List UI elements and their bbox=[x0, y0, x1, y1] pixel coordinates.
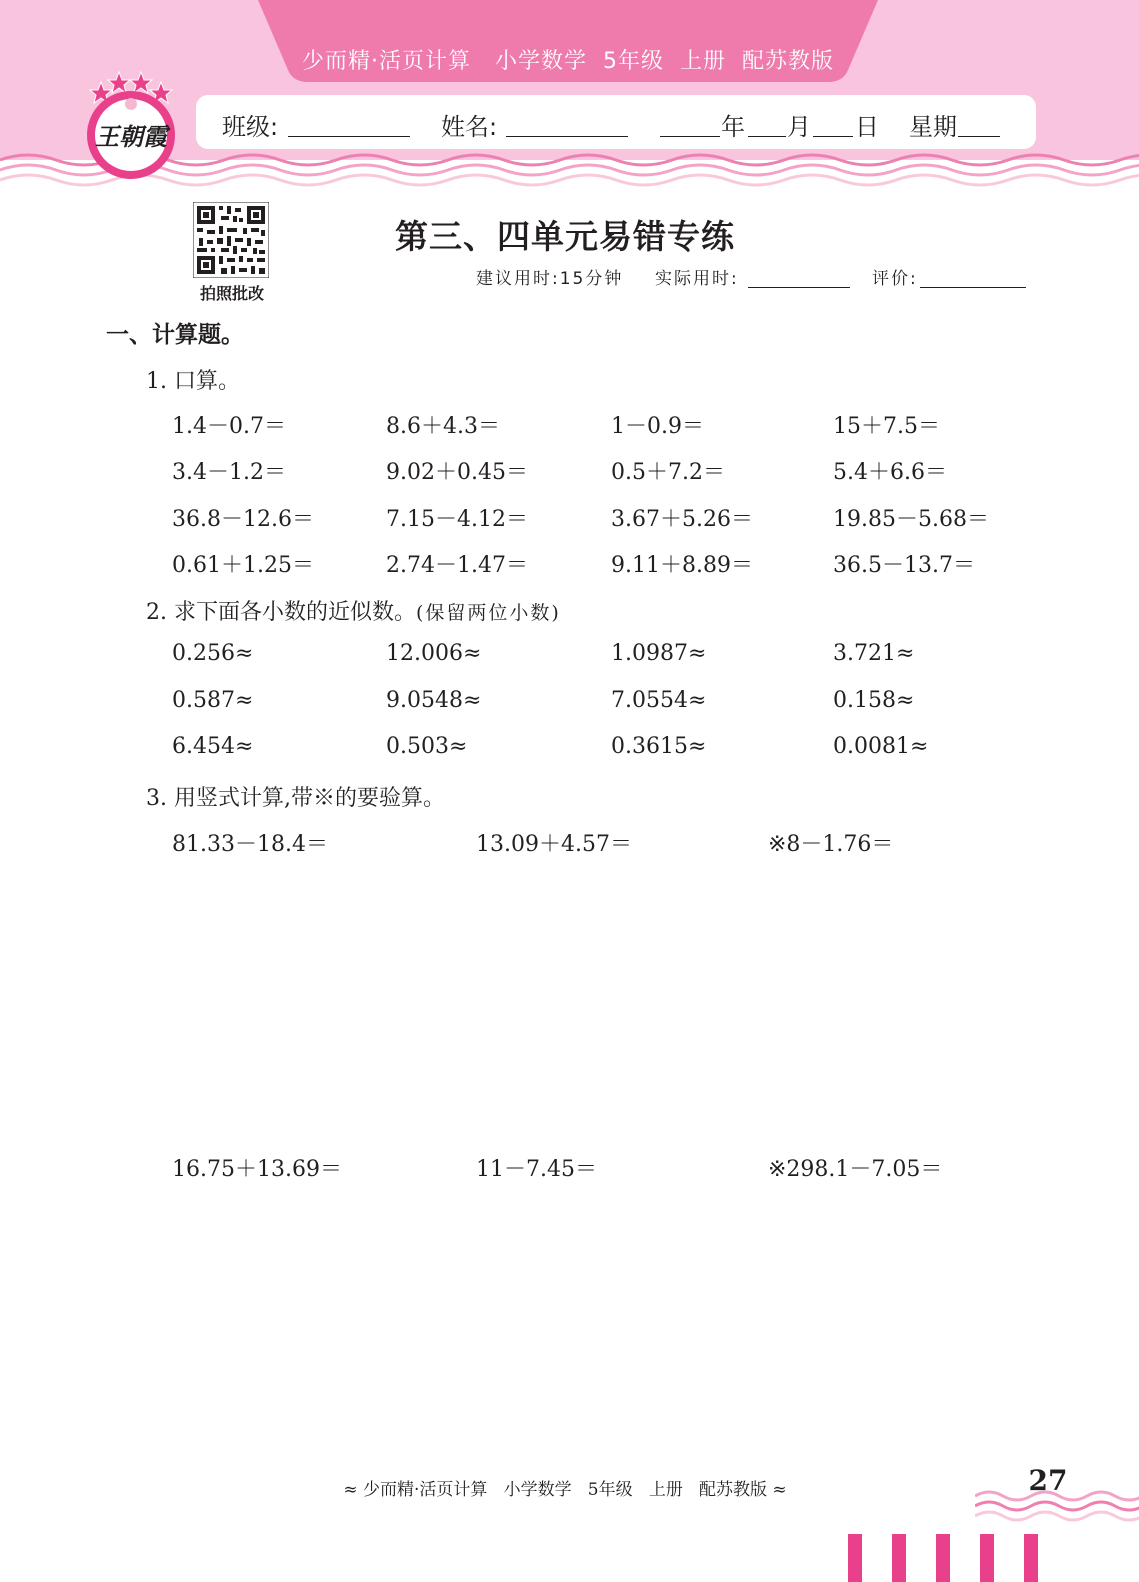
problem: 3.4－1.2＝ bbox=[172, 460, 286, 485]
qr-caption: 拍照批改 bbox=[199, 284, 264, 303]
actual-time-label: 实际用时: bbox=[655, 269, 739, 289]
problem: ※298.1－7.05＝ bbox=[768, 1157, 943, 1182]
weekday-blank[interactable] bbox=[958, 136, 1000, 137]
problem: 7.0554≈ bbox=[611, 688, 707, 713]
problem: 0.3615≈ bbox=[611, 734, 707, 759]
month-label: 月 bbox=[787, 113, 811, 141]
qr-code-icon[interactable] bbox=[193, 202, 269, 278]
suggested-time: 建议用时:15分钟 bbox=[476, 269, 624, 289]
footer-waves bbox=[975, 1484, 1139, 1524]
problem: 5.4＋6.6＝ bbox=[833, 460, 947, 485]
problem: 7.15－4.12＝ bbox=[386, 507, 528, 532]
problem: 9.02＋0.45＝ bbox=[386, 460, 528, 485]
problem: 0.0081≈ bbox=[833, 734, 929, 759]
part1-heading: 1. 口算。 bbox=[146, 369, 240, 394]
logo-text: 王朝霞 bbox=[95, 122, 167, 151]
day-label: 日 bbox=[855, 113, 879, 141]
logo-badge bbox=[76, 62, 186, 180]
problem: 16.75＋13.69＝ bbox=[172, 1157, 342, 1182]
problem: 0.503≈ bbox=[386, 734, 468, 759]
problem: 36.8－12.6＝ bbox=[172, 507, 314, 532]
problem: 19.85－5.68＝ bbox=[833, 507, 989, 532]
problem: ※8－1.76＝ bbox=[768, 832, 894, 857]
problem: 1.4－0.7＝ bbox=[172, 414, 286, 439]
name-blank[interactable] bbox=[506, 136, 628, 137]
problem: 0.5＋7.2＝ bbox=[611, 460, 725, 485]
problem: 15＋7.5＝ bbox=[833, 414, 940, 439]
problem: 2.74－1.47＝ bbox=[386, 553, 528, 578]
evaluation-blank[interactable] bbox=[920, 287, 1026, 288]
problem: 0.61＋1.25＝ bbox=[172, 553, 314, 578]
problem: 9.11＋8.89＝ bbox=[611, 553, 753, 578]
class-label: 班级: bbox=[222, 113, 279, 141]
name-label: 姓名: bbox=[441, 113, 498, 141]
problem: 13.09＋4.57＝ bbox=[476, 832, 632, 857]
problem: 0.158≈ bbox=[833, 688, 915, 713]
evaluation-label: 评价: bbox=[872, 269, 918, 289]
page-title: 第三、四单元易错专练 bbox=[395, 217, 735, 256]
actual-time-blank[interactable] bbox=[748, 287, 850, 288]
problem: 0.256≈ bbox=[172, 641, 254, 666]
part2-heading bbox=[146, 595, 561, 626]
problem: 1－0.9＝ bbox=[611, 414, 704, 439]
part2-heading-note: (保留两位小数) bbox=[415, 602, 561, 624]
weekday-label: 星期 bbox=[909, 113, 957, 141]
month-blank[interactable] bbox=[748, 136, 786, 137]
problem: 8.6＋4.3＝ bbox=[386, 414, 500, 439]
page-number: 27 bbox=[1028, 1464, 1068, 1497]
year-blank[interactable] bbox=[660, 136, 720, 137]
problem: 0.587≈ bbox=[172, 688, 254, 713]
year-label: 年 bbox=[721, 113, 745, 141]
problem: 1.0987≈ bbox=[611, 641, 707, 666]
part2-heading-text: 2. 求下面各小数的近似数。 bbox=[146, 600, 416, 625]
problem: 6.454≈ bbox=[172, 734, 254, 759]
problem: 9.0548≈ bbox=[386, 688, 482, 713]
problem: 11－7.45＝ bbox=[476, 1157, 597, 1182]
problem: 3.721≈ bbox=[833, 641, 915, 666]
problem: 81.33－18.4＝ bbox=[172, 832, 328, 857]
footer-stripes bbox=[846, 1534, 1046, 1582]
footer-text: ≈ 少而精·活页计算 小学数学 5年级 上册 配苏教版 ≈ bbox=[343, 1480, 787, 1500]
section-heading: 一、计算题。 bbox=[106, 322, 244, 348]
part3-heading: 3. 用竖式计算,带※的要验算。 bbox=[146, 786, 445, 811]
problem: 12.006≈ bbox=[386, 641, 482, 666]
series-title: 少而精·活页计算 小学数学 5年级 上册 配苏教版 bbox=[302, 49, 834, 74]
problem: 36.5－13.7＝ bbox=[833, 553, 975, 578]
class-blank[interactable] bbox=[288, 136, 410, 137]
day-blank[interactable] bbox=[813, 136, 853, 137]
problem: 3.67＋5.26＝ bbox=[611, 507, 753, 532]
